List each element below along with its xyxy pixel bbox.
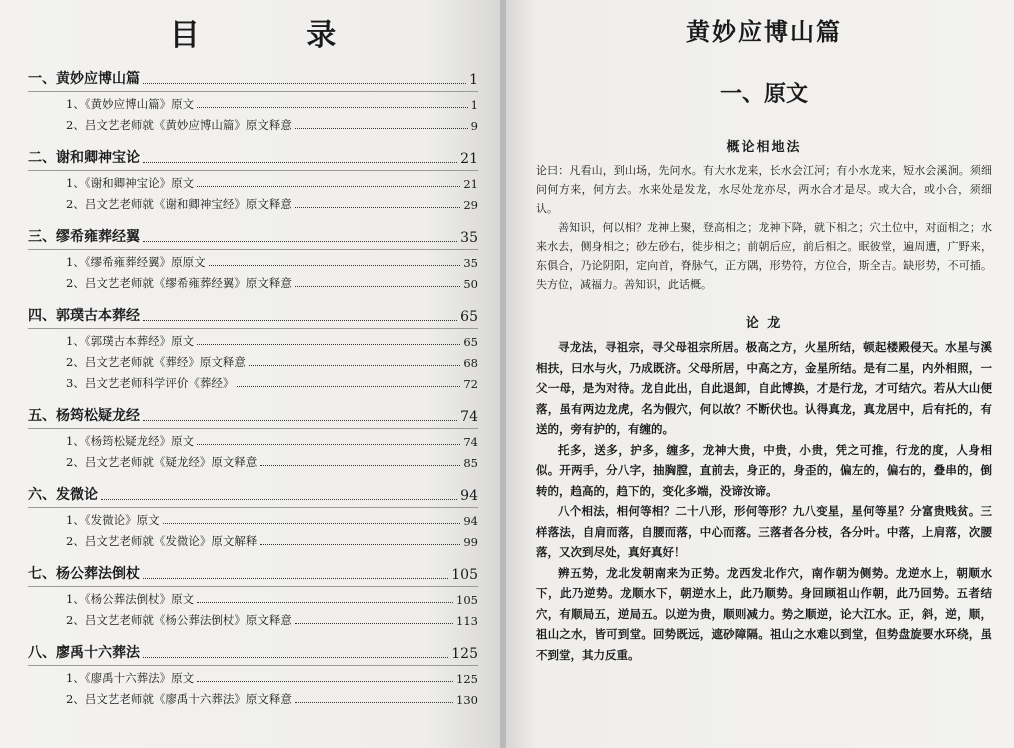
toc-page-number: 21 [463, 177, 478, 191]
toc-leader [197, 344, 460, 345]
toc-entry [28, 275, 478, 291]
toc-leader [101, 499, 457, 500]
toc-leader [260, 465, 460, 466]
toc-page-number: 68 [463, 356, 478, 370]
toc-chapter-title: 七、杨公葬法倒杖 [28, 566, 140, 582]
toc-divider [28, 665, 478, 666]
toc-page-number: 9 [470, 119, 478, 133]
toc-page-number: 1 [469, 72, 478, 88]
toc-divider [28, 170, 478, 171]
toc-page-number: 99 [463, 535, 478, 549]
toc-chapter-title: 三、缪希雍葬经翼 [28, 229, 140, 245]
toc-leader [197, 444, 460, 445]
toc-page-number: 65 [460, 309, 478, 325]
toc-leader [143, 83, 466, 84]
toc-title: 目 录 [169, 18, 385, 53]
toc-leader [143, 162, 457, 163]
subsection-title-2: 论 龙 [745, 316, 783, 331]
toc-entry-title: 2、吕文艺老师就《发微论》原文解释 [66, 534, 258, 548]
toc-chapter-title: 一、黄妙应博山篇 [28, 71, 140, 87]
toc-entry-title: 2、吕文艺老师就《黄妙应博山篇》原文释意 [66, 118, 292, 132]
toc-page [0, 0, 500, 748]
toc-page-number: 35 [463, 256, 478, 270]
toc-entry-title: 1、《杨公葬法倒杖》原文 [66, 592, 195, 606]
body-paragraph: 善知识，何以相？龙神上聚，登高相之；龙神下降，就下相之；穴土位中，对面相之；水来水去，侧身相之；砂左砂右，徙步相之；前朝后应，前后相之。眠彼堂，遍周遭，广野来，东俱合，乃论阴阳，定向首，脊脉气，正方隅，形势符，方位合，斯全吉。缺形势，不可插。失方位，减福力。善知识，此话概。 [536, 221, 992, 291]
toc-entry [28, 375, 478, 391]
body-paragraph: 寻龙法，寻祖宗，寻父母祖宗所居。极高之方，火星所结，顿起楼殿侵天。水星与溪相扶，曰水与火，乃成既济。父母所居，中高之方，金星所结。是有二星，内外相照，一父一母，是为对待。龙自此出，自此退卸，自此博换，才是行龙，才可结穴。若从大山便落，虽有两边龙虎，名为假穴，何以故？不断伏也。认得真龙，真龙居中，后有托的，有送的，旁有护的，有缠的。 [536, 340, 992, 436]
toc-page-number: 29 [463, 198, 478, 212]
toc-list [28, 68, 478, 721]
toc-entry [28, 96, 478, 112]
toc-page-number: 72 [463, 377, 478, 391]
toc-chapter-title: 四、郭璞古本葬经 [28, 308, 140, 324]
toc-entry-title: 1、《杨筠松疑龙经》原文 [66, 434, 195, 448]
toc-leader [295, 207, 461, 208]
toc-page-number: 125 [456, 672, 478, 686]
toc-leader [249, 365, 461, 366]
toc-chapter-row [28, 305, 478, 325]
toc-entry-title: 1、《缪希雍葬经翼》原原文 [66, 255, 206, 269]
body-paragraph: 八个相法，相何等相？二十八形，形何等形？九八变星，星何等星？分富贵贱贫。三样落法，自肩而落，自腰而落，中心而落。三落者各分枝，各分叶。中落，上肩落，次腰落，又次到尽处，真好真好！ [536, 504, 992, 559]
toc-chapter-title: 八、廖禹十六葬法 [28, 645, 140, 661]
toc-leader [143, 578, 448, 579]
toc-entry [28, 591, 478, 607]
toc-leader [197, 107, 468, 108]
toc-chapter-row [28, 226, 478, 246]
article-title: 黄妙应博山篇 [686, 17, 842, 46]
toc-entry-title: 2、吕文艺老师就《疑龙经》原文释意 [66, 455, 258, 469]
toc-entry [28, 433, 478, 449]
toc-chapter-row [28, 68, 478, 88]
toc-leader [295, 286, 461, 287]
toc-chapter-row [28, 484, 478, 504]
toc-page-number: 74 [460, 409, 478, 425]
toc-entry [28, 512, 478, 528]
toc-page-number: 50 [463, 277, 478, 291]
toc-chapter-row [28, 563, 478, 583]
toc-page-number: 85 [463, 456, 478, 470]
toc-page-number: 74 [463, 435, 478, 449]
toc-page-number: 94 [460, 488, 478, 504]
subsection-title-1: 概论相地法 [726, 140, 802, 155]
toc-leader [197, 602, 453, 603]
toc-entry [28, 196, 478, 212]
body-paragraph: 托多，送多，护多，缠多，龙神大贵，中贵，小贵，凭之可推，行龙的度，人身相似。开两手，分八字，抽胸膛，直前去，身正的，身歪的，偏左的，偏右的，叠串的，倒转的，趋高的，趋下的，变化多端，没谛汝谛。 [536, 442, 992, 498]
toc-divider [28, 428, 478, 429]
toc-divider [28, 249, 478, 250]
toc-chapter-title: 二、谢和卿神宝论 [28, 150, 140, 166]
toc-divider [28, 91, 478, 92]
toc-leader [163, 523, 461, 524]
body-paragraph: 辨五势，龙北发朝南来为正势。龙西发北作穴，南作朝为侧势。龙逆水上，朝顺水下，此乃逆势。龙顺水下，朝逆水上，此乃顺势。身回顾祖山作朝，此乃回势。五者结穴，有顺局五，逆局五。以逆为贵，顺则减力。势之顺逆，论大江水。正，斜，逆，顺，祖山之水，皆可到堂。回势既远，遮砂障隔。祖山之水难以到堂，但势盘旋要水环绕，虽不到堂，其力反重。 [536, 565, 992, 662]
toc-entry-title: 2、吕文艺老师就《廖禹十六葬法》原文释意 [66, 692, 292, 706]
toc-entry-title: 2、吕文艺老师就《谢和卿神宝经》原文释意 [66, 197, 292, 211]
toc-leader [143, 320, 457, 321]
toc-leader [295, 702, 453, 703]
toc-entry-title: 1、《黄妙应博山篇》原文 [66, 97, 195, 111]
toc-page-number: 94 [463, 514, 478, 528]
toc-entry [28, 333, 478, 349]
toc-entry [28, 691, 478, 707]
toc-entry-title: 2、吕文艺老师就《杨公葬法倒杖》原文释意 [66, 613, 292, 627]
toc-page-number: 105 [451, 567, 478, 583]
toc-entry-title: 2、吕文艺老师就《缪希雍葬经翼》原文释意 [66, 276, 292, 290]
toc-entry-title: 2、吕文艺老师就《葬经》原文释意 [66, 355, 246, 369]
toc-chapter-row [28, 147, 478, 167]
toc-entry [28, 454, 478, 470]
toc-leader [237, 386, 460, 387]
toc-divider [28, 586, 478, 587]
toc-entry [28, 175, 478, 191]
toc-leader [143, 657, 448, 658]
toc-chapter-title: 六、发微论 [28, 487, 98, 503]
toc-entry [28, 354, 478, 370]
toc-entry [28, 254, 478, 270]
toc-entry-title: 1、《郭璞古本葬经》原文 [66, 334, 195, 348]
toc-divider [28, 507, 478, 508]
toc-chapter-title: 五、杨筠松疑龙经 [28, 408, 140, 424]
toc-chapter-row [28, 405, 478, 425]
body-paragraph: 论曰：凡看山，到山场，先问水。有大水龙来，长水会江河；有小水龙来，短水会溪涧。须细问何方来，何方去。水来处是发龙，水尽处龙亦尽，两水合才是尽。或大合，或小合，须细认。 [536, 164, 992, 215]
article-page [506, 0, 1014, 748]
toc-leader [143, 420, 457, 421]
toc-page-number: 1 [470, 98, 478, 112]
toc-leader [197, 186, 460, 187]
toc-page-number: 35 [460, 230, 478, 246]
toc-chapter-row [28, 642, 478, 662]
toc-page-number: 113 [456, 614, 478, 628]
toc-leader [260, 544, 460, 545]
toc-page-number: 125 [451, 646, 478, 662]
toc-page-number: 130 [456, 693, 478, 707]
toc-leader [295, 128, 468, 129]
toc-leader [197, 681, 453, 682]
toc-page-number: 105 [456, 593, 478, 607]
toc-entry [28, 533, 478, 549]
toc-entry-title: 1、《谢和卿神宝论》原文 [66, 176, 195, 190]
toc-leader [143, 241, 457, 242]
toc-divider [28, 328, 478, 329]
toc-entry [28, 612, 478, 628]
toc-page-number: 21 [460, 151, 478, 167]
toc-entry-title: 1、《发微论》原文 [66, 513, 160, 527]
toc-entry [28, 670, 478, 686]
toc-page-number: 65 [463, 335, 478, 349]
toc-entry-title: 3、吕文艺老师科学评价《葬经》 [66, 376, 235, 390]
section-title: 一、原文 [719, 81, 808, 107]
toc-entry-title: 1、《廖禹十六葬法》原文 [66, 671, 195, 685]
toc-leader [209, 265, 461, 266]
toc-leader [295, 623, 453, 624]
toc-entry [28, 117, 478, 133]
